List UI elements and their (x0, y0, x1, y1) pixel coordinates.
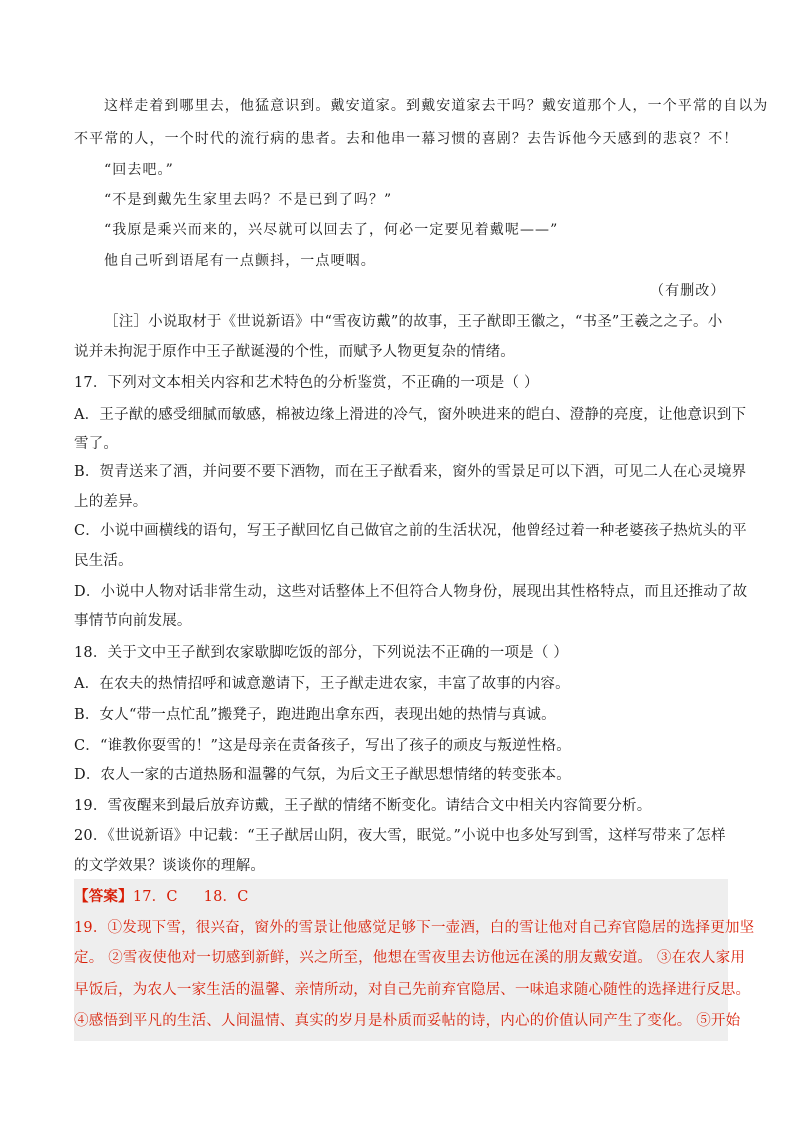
q19-stem: 19．雪夜醒来到最后放弃访戴，王子猷的情绪不断变化。请结合文中相关内容简要分析。 (74, 798, 652, 814)
q17-option-a-line2: 雪了。 (74, 436, 119, 452)
q18-stem: 18．关于文中王子猷到农家歇脚吃饭的部分，下列说法不正确的一项是（ ） (74, 645, 569, 661)
answer-19-line3: 早饭后，为农人一家生活的温馨、亲情所动，对自己先前弃官隐居、一味追求随心随性的选择进行反思。 (74, 982, 751, 998)
passage-line-3: “回去吧。” (104, 162, 174, 178)
q17-stem: 17．下列对文本相关内容和艺术特色的分析鉴赏，不正确的一项是（ ） (74, 375, 539, 391)
q17-option-b-line2: 上的差异。 (74, 494, 148, 510)
q17-option-b-line1: B．贺青送来了酒，并问要不要下酒物，而在王子猷看来，窗外的雪景足可以下酒，可见二人在心灵境界 (74, 464, 747, 480)
q18-option-b: B．女人“带一点忙乱”搬凳子，跑进跑出拿东西，表现出她的热情与真诚。 (74, 707, 556, 723)
answer-17: 17．C (132, 889, 178, 905)
q18-option-c: C．“谁教你耍雪的！”这是母亲在责备孩子，写出了孩子的顽皮与叛逆性格。 (74, 738, 571, 754)
answer-19-line1: 19．①发现下雪，很兴奋，窗外的雪景让他感觉足够下一壶酒，白的雪让他对自己弃官隐居的选择更加坚 (74, 920, 755, 936)
answer-header (74, 887, 249, 907)
q17-option-c-line2: 民生活。 (74, 553, 133, 569)
q17-option-a-line1: A．王子猷的感受细腻而敏感，棉被边缘上滑进的冷气，窗外映进来的皑白、澄静的亮度，让他意识到下 (74, 407, 747, 423)
q18-option-d: D．农人一家的古道热肠和温馨的气氛，为后文王子猷思想情绪的转变张本。 (74, 767, 571, 783)
note-line-2: 说并未拘泥于原作中王子猷诞漫的个性，而赋予人物更复杂的情绪。 (74, 344, 515, 360)
passage-line-4: “不是到戴先生家里去吗？不是已到了吗？” (104, 192, 393, 208)
passage-line-6: 他自己听到语尾有一点颤抖，一点哽咽。 (104, 253, 376, 269)
q20-stem-line2: 的文学效果？谈谈你的理解。 (74, 858, 266, 874)
q20-stem-line1: 20．《世说新语》中记载：“王子猷居山阴，夜大雪，眠觉。”小说中也多处写到雪，这样写带来了怎样 (74, 828, 726, 844)
q18-option-a: A．在农夫的热情招呼和诚意邀请下，王子猷走进农家，丰富了故事的内容。 (74, 676, 570, 692)
q17-option-d-line1: D．小说中人物对话非常生动，这些对话整体上不但符合人物身份，展现出其性格特点，而且还推动了故 (74, 584, 748, 600)
answer-tag: 【答案】 (74, 888, 133, 905)
q17-option-c-line1: C．小说中画横线的语句，写王子猷回忆自己做官之前的生活状况，他曾经过着一种老婆孩子热炕头的平 (74, 523, 747, 539)
note-line-1: ［注］小说取材于《世说新语》中“雪夜访戴”的故事，王子猷即王徽之，“书圣”王羲之之子。小 (104, 314, 723, 330)
answer-18: 18．C (203, 889, 249, 905)
q17-option-d-line2: 事情节向前发展。 (74, 613, 192, 629)
answer-19-line2: 定。 ②雪夜使他对一切感到新鲜，兴之所至，他想在雪夜里去访他远在溪的朋友戴安道。 ③在农人家用 (74, 950, 746, 966)
passage-line-2: 不平常的人，一个时代的流行病的患者。去和他串一幕习惯的喜剧？去告诉他今天感到的悲哀？不！ (74, 131, 739, 147)
answer-19-line4: ④感悟到平凡的生活、人间温情、真实的岁月是朴质而妥帖的诗，内心的价值认同产生了变化。 ⑤开始 (74, 1013, 741, 1029)
source-note: （有删改） (650, 283, 726, 299)
passage-line-1: 这样走着到哪里去，他猛意识到。戴安道家。到戴安道家去干吗？戴安道那个人，一个平常的自以为 (104, 98, 769, 114)
passage-line-5: “我原是乘兴而来的，兴尽就可以回去了，何必一定要见着戴呢——” (104, 222, 559, 238)
